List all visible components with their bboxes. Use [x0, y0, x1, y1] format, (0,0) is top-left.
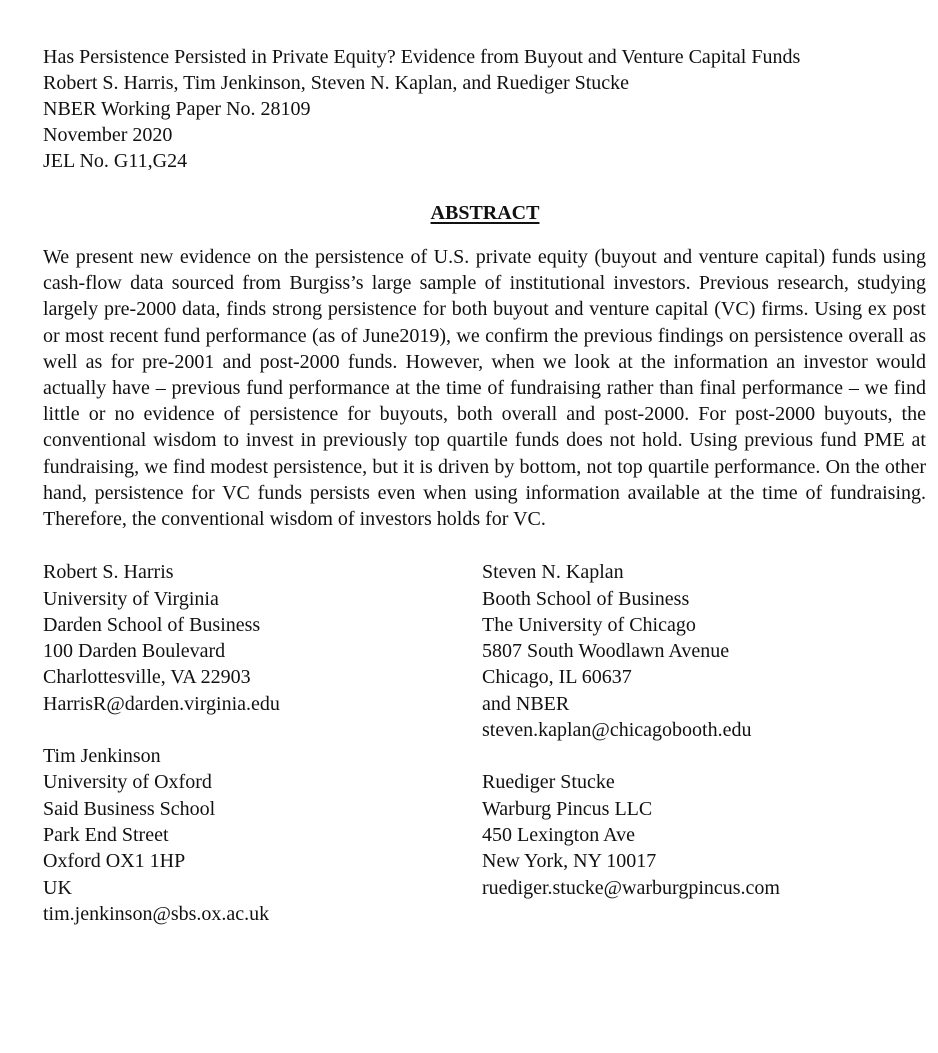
author-city: Chicago, IL 60637 — [482, 666, 632, 689]
abstract-text: We present new evidence on the persistence of U.S. private equity (buyout and venture capital) funds using cash-flow data sourced from Burgiss’s large sample of institutional investors. Previous research, studying largely pre-2000 data, finds strong persistence for both buyout and venture capital (VC) firms. Using ex post or most recent fund performance (as of June2019), we confirm the previous findings on persistence overall as well as for pre-2001 and post-2000 funds. However, when we look at the information an investor would actually have – previous fund performance at the time of fundraising rather than final performance – we find little or no evidence of persistence for buyouts, both overall and post-2000. For post-2000 buyouts, the conventional wisdom to invest in previously top quartile funds does not hold. Using previous fund PME at fundraising, we find modest persistence, but it is driven by bottom, not top quartile performance. On the other hand, persistence for VC funds persists even when using information available at the time of fundraising. Therefore, the conventional wisdom of investors holds for VC. — [43, 246, 926, 531]
author-column-left — [43, 559, 280, 953]
author-street: Park End Street — [43, 823, 169, 846]
author-city: Oxford OX1 1HP — [43, 850, 186, 873]
author-email[interactable]: steven.kaplan@chicagobooth.edu — [482, 719, 752, 742]
author-institution: University of Virginia — [43, 587, 219, 610]
author-name: Ruediger Stucke — [482, 771, 615, 794]
author-school: Booth School of Business — [482, 587, 690, 610]
author-list: Robert S. Harris, Tim Jenkinson, Steven N. Kaplan, and Ruediger Stucke — [43, 72, 630, 94]
author-name: Steven N. Kaplan — [482, 561, 624, 584]
author-affiliations — [43, 559, 927, 939]
author-institution: Warburg Pincus LLC — [482, 797, 653, 820]
author-email[interactable]: tim.jenkinson@sbs.ox.ac.uk — [43, 902, 270, 925]
author-block-stucke — [482, 769, 780, 900]
author-institution: The University of Chicago — [482, 613, 696, 636]
author-institution: University of Oxford — [43, 771, 212, 794]
author-street: 450 Lexington Ave — [482, 823, 635, 846]
paper-title: Has Persistence Persisted in Private Equity? Evidence from Buyout and Venture Capital Funds — [43, 46, 801, 68]
author-school: Said Business School — [43, 797, 216, 820]
author-email[interactable]: ruediger.stucke@warburgpincus.com — [482, 876, 780, 899]
publication-date: November 2020 — [43, 124, 173, 146]
author-school: Darden School of Business — [43, 613, 261, 636]
author-name: Robert S. Harris — [43, 561, 174, 584]
author-name: Tim Jenkinson — [43, 745, 161, 768]
author-email[interactable]: HarrisR@darden.virginia.edu — [43, 692, 280, 715]
paper-page — [43, 44, 927, 939]
author-column-right — [482, 559, 780, 927]
author-block-kaplan — [482, 559, 780, 743]
author-country: UK — [43, 876, 72, 899]
author-street: 100 Darden Boulevard — [43, 640, 226, 663]
author-street: 5807 South Woodlawn Avenue — [482, 640, 730, 663]
jel-codes: JEL No. G11,G24 — [43, 150, 188, 172]
working-paper-number: NBER Working Paper No. 28109 — [43, 98, 311, 120]
author-city: New York, NY 10017 — [482, 850, 657, 873]
abstract-heading: ABSTRACT — [430, 202, 540, 224]
author-block-harris — [43, 559, 280, 717]
author-city: Charlottesville, VA 22903 — [43, 666, 251, 689]
author-affiliation-note: and NBER — [482, 692, 570, 715]
paper-header — [43, 44, 927, 174]
author-block-jenkinson — [43, 743, 280, 927]
